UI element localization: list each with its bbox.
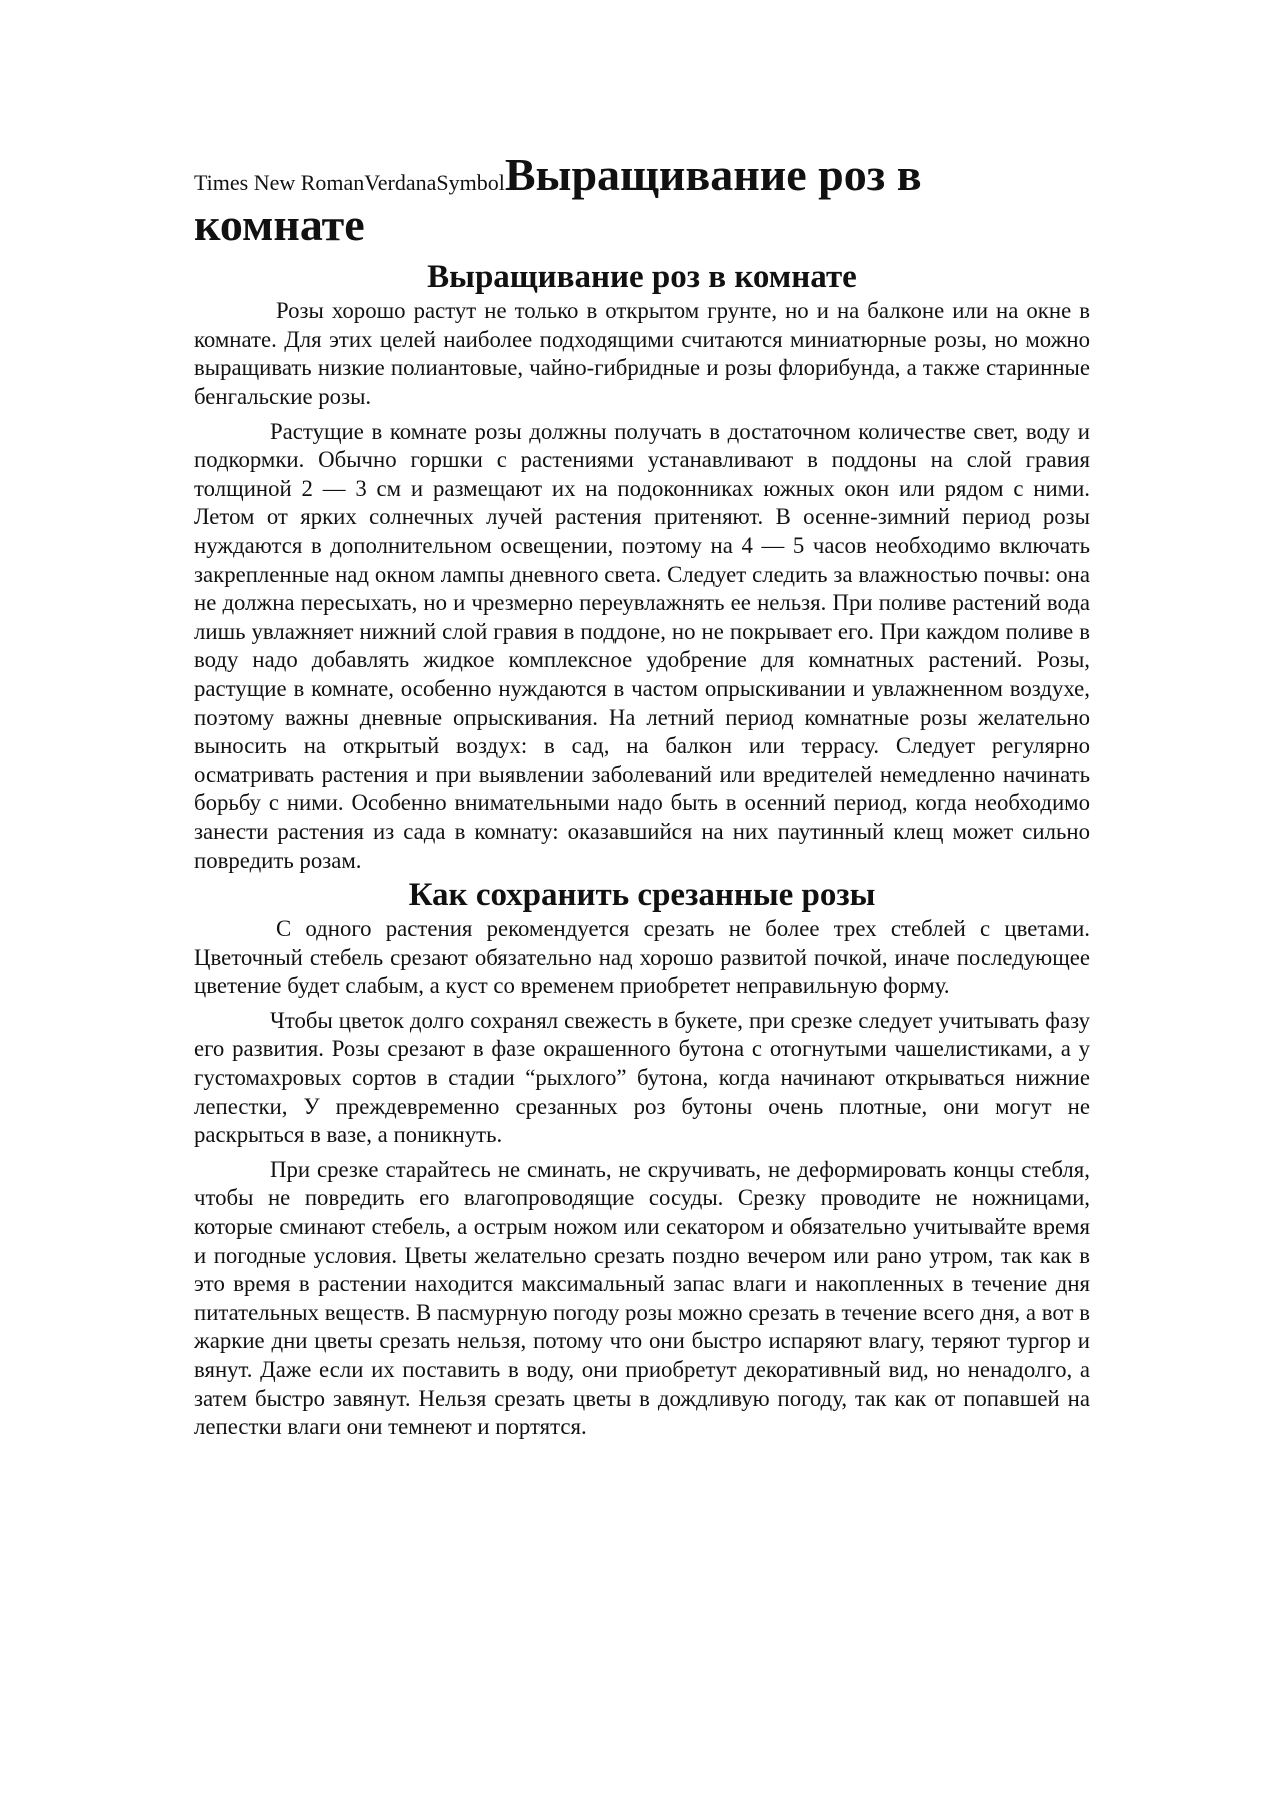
font-list-prefix: Times New RomanVerdanaSymbol bbox=[194, 170, 505, 195]
paragraph: При срезке старайтесь не сминать, не скручивать, не деформировать концы стебля, чтобы не повредить его влагопроводящие сосуды. Срезку проводите не ножницами, которые сминают стебель, а острым ножом или секатором и обязательно учитывайте время и погодные условия. Цветы желательно срезать поздно вечером или рано утром, так как в это время в растении находится максимальный запас влаги и накопленных в течение дня питательных веществ. В пасмурную погоду розы можно срезать в течение всего дня, а вот в жаркие дни цветы срезать нельзя, потому что они быстро испаряют влагу, теряют тургор и вянут. Даже если их поставить в воду, они приобретут декоративный вид, но ненадолго, а затем быстро завянут. Нельзя срезать цветы в дождливую погоду, так как от попавшей на лепестки влаги они темнеют и портятся. bbox=[194, 1156, 1090, 1440]
section-heading: Выращивание роз в комнате bbox=[427, 259, 857, 296]
document-page bbox=[194, 150, 1090, 1442]
paragraph: Чтобы цветок долго сохранял свежесть в букете, при срезке следует учитывать фазу его развития. Розы срезают в фазе окрашенного бутона с отогнутыми чашелистиками, а у густомахровых сортов в стадии “рыхлого” бутона, когда начинают открываться нижние лепестки, У преждевременно срезанных роз бутоны очень плотные, они могут не раскрыться в вазе, а поникнуть. bbox=[194, 1007, 1090, 1148]
paragraph: Растущие в комнате розы должны получать в достаточном количестве свет, воду и подкормки. Обычно горшки с растениями устанавливают в поддоны на слой гравия толщиной 2 — 3 см и размещают их на подоконниках южных окон или рядом с ними. Летом от ярких солнечных лучей растения притеняют. В осенне-зимний период розы нуждаются в дополнительном освещении, поэтому на 4 — 5 часов необходимо включать закрепленные над окном лампы дневного света. Следует следить за влажностью почвы: она не должна пересыхать, но и чрезмерно переувлажнять ее нельзя. При поливе растений вода лишь увлажняет нижний слой гравия в поддоне, но не покрывает его. При каждом поливе в воду надо добавлять жидкое комплексное удобрение для комнатных растений. Розы, растущие в комнате, особенно нуждаются в частом опрыскивании и увлажненном воздухе, поэтому важны дневные опрыскивания. На летний период комнатные розы желательно выносить на открытый воздух: в сад, на балкон или террасу. Следует регулярно осматривать растения и при выявлении заболеваний или вредителей немедленно начинать борьбу с ними. Особенно внимательными надо быть в осенний период, когда необходимо занести растения из сада в комнату: оказавшийся на них паутинный клещ может сильно повредить розам. bbox=[194, 418, 1090, 873]
section-heading: Как сохранить срезанные розы bbox=[408, 877, 876, 914]
document-title-text: Выращивание роз в комнате bbox=[194, 149, 922, 250]
section-preserving-cut-roses bbox=[194, 877, 1090, 1442]
document-title bbox=[194, 150, 1090, 249]
section-growing-roses-indoors bbox=[194, 259, 1090, 875]
paragraph: Розы хорошо растут не только в открытом грунте, но и на балконе или на окне в комнате. Для этих целей наиболее подходящими считаются миниатюрные розы, но можно выращивать низкие полиантовые, чайно-гибридные и розы флорибунда, а также старинные бенгальские розы. bbox=[194, 298, 1090, 410]
paragraph: С одного растения рекомендуется срезать не более трех стеблей с цветами. Цветочный стебель срезают обязательно над хорошо развитой почкой, иначе последующее цветение будет слабым, а куст со временем приобретет неправильную форму. bbox=[194, 916, 1090, 999]
